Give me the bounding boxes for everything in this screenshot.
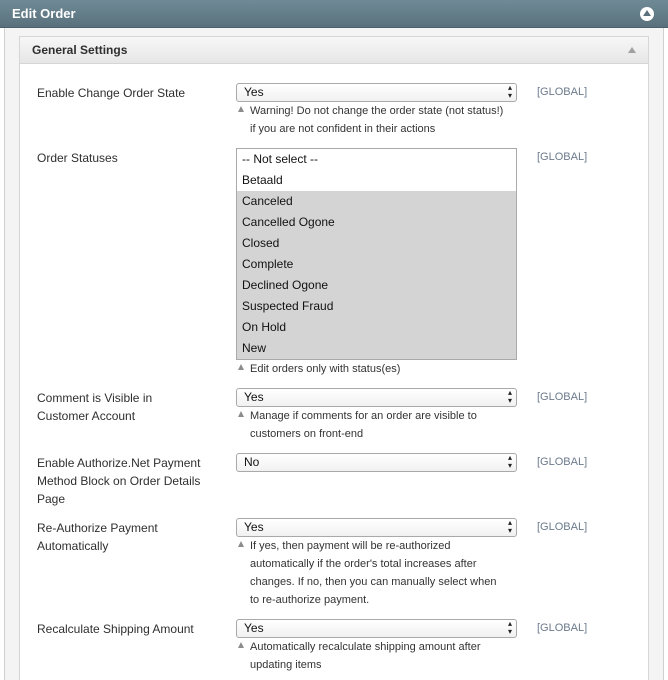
comment-visible-select[interactable]: Yes ▴ ▾	[236, 388, 517, 407]
authorize-net-label: Enable Authorize.Net Payment Method Block on Order Details Page	[37, 456, 201, 506]
recalc-shipping-note: Automatically recalculate shipping amount after updating items	[250, 641, 481, 671]
recalc-shipping-scope: [GLOBAL]	[537, 622, 588, 634]
status-option[interactable]: Complete	[237, 254, 516, 275]
collapse-panel-icon[interactable]	[640, 7, 654, 21]
status-option[interactable]: On Hold	[237, 317, 516, 338]
recalc-shipping-select[interactable]: Yes ▴ ▾	[236, 619, 517, 638]
order-statuses-note: Edit orders only with status(es)	[250, 363, 401, 375]
reauthorize-select[interactable]: Yes ▴ ▾	[236, 518, 517, 537]
note-arrow-icon	[238, 106, 244, 112]
authorize-net-select[interactable]: No ▴ ▾	[236, 453, 517, 472]
status-option[interactable]: Betaald	[242, 173, 283, 187]
status-option[interactable]: Cancelled Ogone	[237, 212, 516, 233]
order-statuses-multiselect[interactable]	[236, 148, 517, 360]
reauthorize-label: Re-Authorize Payment Automatically	[37, 521, 158, 553]
enable-change-state-label: Enable Change Order State	[37, 86, 186, 100]
status-option[interactable]: Suspected Fraud	[237, 296, 516, 317]
enable-change-state-select[interactable]: Yes ▴ ▾	[236, 83, 517, 102]
section-title: General Settings	[32, 43, 128, 57]
note-arrow-icon	[238, 541, 244, 547]
comment-visible-scope: [GLOBAL]	[537, 391, 588, 403]
note-arrow-icon	[238, 642, 244, 648]
section-collapse-icon[interactable]	[628, 47, 636, 53]
note-arrow-icon	[238, 364, 244, 370]
enable-change-state-scope: [GLOBAL]	[537, 86, 588, 98]
status-option[interactable]: Closed	[237, 233, 516, 254]
recalc-shipping-label: Recalculate Shipping Amount	[37, 622, 194, 636]
order-statuses-scope: [GLOBAL]	[537, 151, 588, 163]
order-statuses-label: Order Statuses	[37, 151, 118, 165]
enable-change-state-note: Warning! Do not change the order state (not status!) if you are not confident in their actions	[250, 105, 504, 135]
comment-visible-label: Comment is Visible in Customer Account	[37, 391, 153, 423]
section-header[interactable]	[20, 37, 648, 64]
note-arrow-icon	[238, 411, 244, 417]
comment-visible-note: Manage if comments for an order are visible to customers on front-end	[250, 410, 477, 440]
panel-title: Edit Order	[12, 6, 76, 21]
status-option[interactable]: Declined Ogone	[237, 275, 516, 296]
authorize-net-scope: [GLOBAL]	[537, 456, 588, 468]
reauthorize-note: If yes, then payment will be re-authorized automatically if the order's total increases after changes. If no, then you can manually select when to re-authorize payment.	[250, 540, 497, 606]
status-option[interactable]: -- Not select --	[242, 152, 319, 166]
status-option[interactable]: New	[237, 338, 516, 359]
reauthorize-scope: [GLOBAL]	[537, 521, 588, 533]
status-option[interactable]: Canceled	[237, 191, 516, 212]
edit-order-panel-header	[0, 0, 668, 28]
